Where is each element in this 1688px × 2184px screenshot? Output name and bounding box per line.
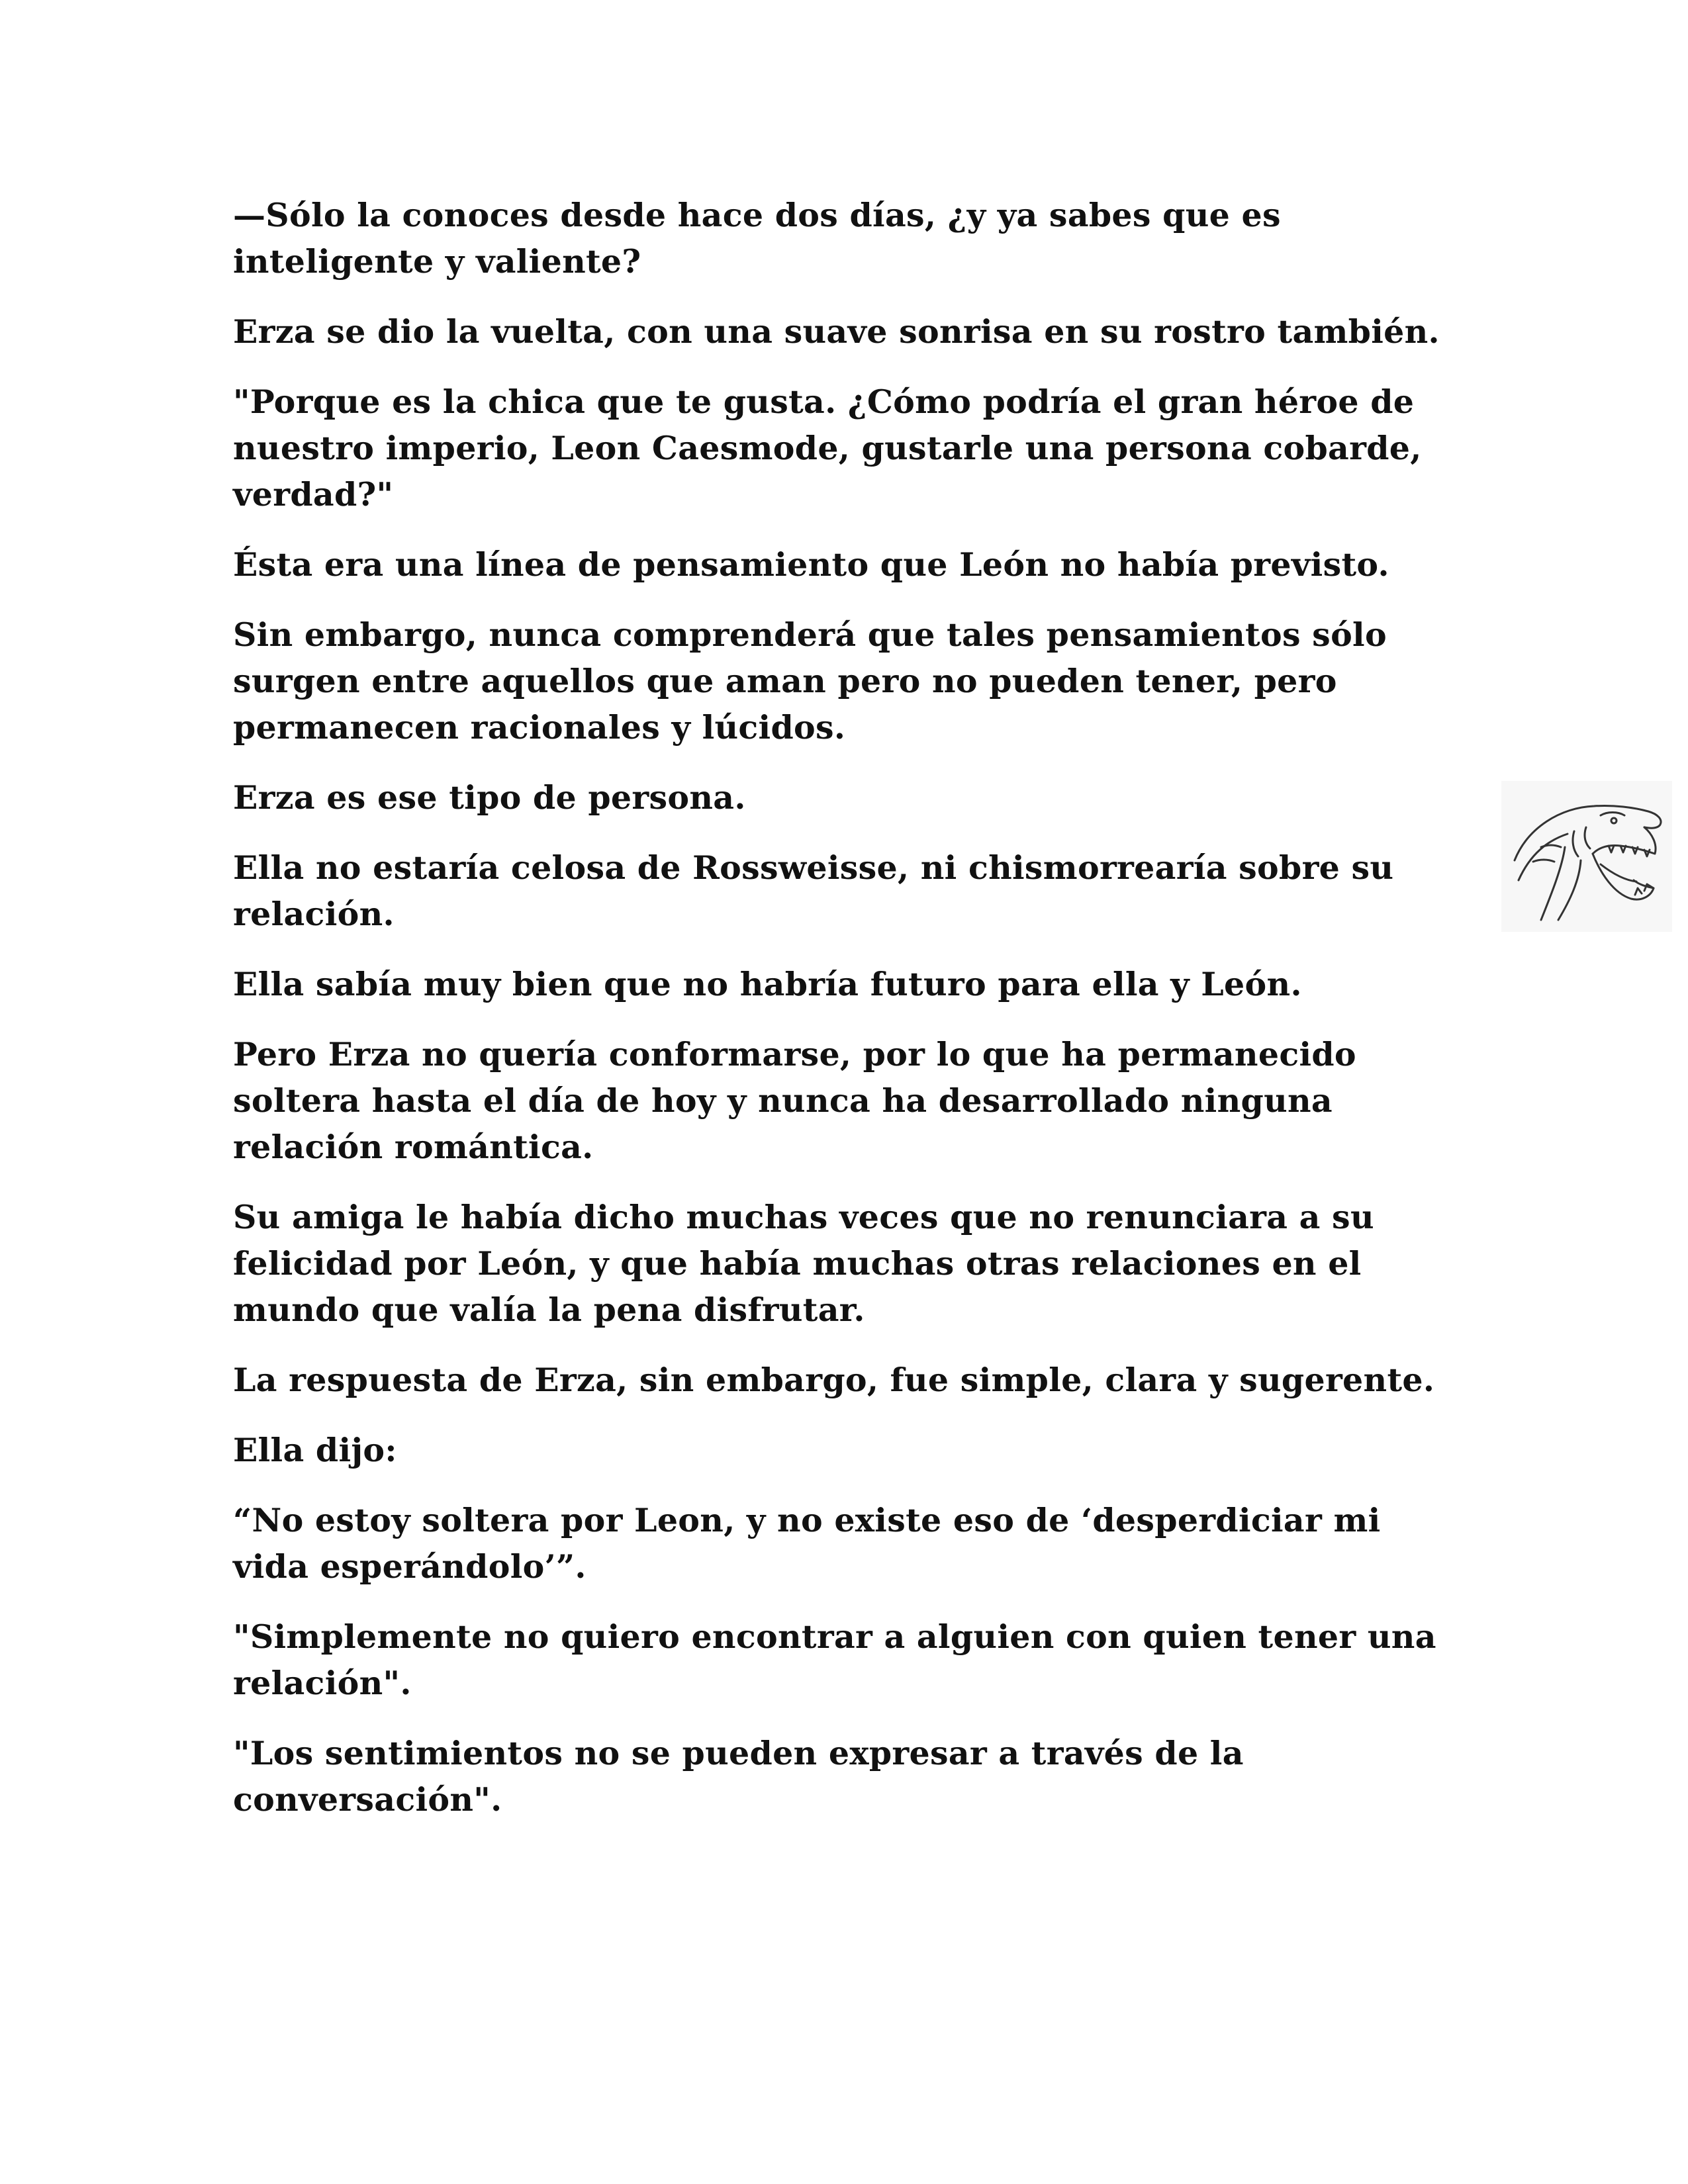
paragraph: "Porque es la chica que te gusta. ¿Cómo podría el gran héroe de nuestro imperio, Leon Caesmode, gustarle una persona cobarde, verdad?" [233,383,1422,514]
paragraph: —Sólo la conoces desde hace dos días, ¿y ya sabes que es inteligente y valiente? [233,196,1281,281]
document-body [233,192,1464,1846]
paragraph: Ella sabía muy bien que no habría futuro para ella y León. [233,965,1302,1003]
paragraph: La respuesta de Erza, sin embargo, fue simple, clara y sugerente. [233,1361,1435,1399]
paragraph: “No estoy soltera por Leon, y no existe eso de ‘desperdiciar mi vida esperándolo’”. [233,1501,1381,1586]
paragraph: Pero Erza no quería conformarse, por lo que ha permanecido soltera hasta el día de hoy y nunca ha desarrollado ninguna relación romántica. [233,1035,1356,1166]
dinosaur-head-icon [1501,781,1672,932]
paragraph: Ésta era una línea de pensamiento que León no había previsto. [233,545,1389,584]
paragraph: "Simplemente no quiero encontrar a alguien con quien tener una relación". [233,1617,1436,1702]
paragraph: Ella dijo: [233,1431,397,1469]
paragraph: Erza es ese tipo de persona. [233,778,746,817]
paragraph: Sin embargo, nunca comprenderá que tales pensamientos sólo surgen entre aquellos que aman pero no pueden tener, pero permanecen racionales y lúcidos. [233,615,1387,747]
paragraph: "Los sentimientos no se pueden expresar a través de la conversación". [233,1734,1244,1819]
paragraph: Erza se dio la vuelta, con una suave sonrisa en su rostro también. [233,312,1440,351]
paragraph: Su amiga le había dicho muchas veces que no renunciara a su felicidad por León, y que había muchas otras relaciones en el mundo que valía la pena disfrutar. [233,1198,1374,1329]
paragraph: Ella no estaría celosa de Rossweisse, ni chismorrearía sobre su relación. [233,848,1394,933]
